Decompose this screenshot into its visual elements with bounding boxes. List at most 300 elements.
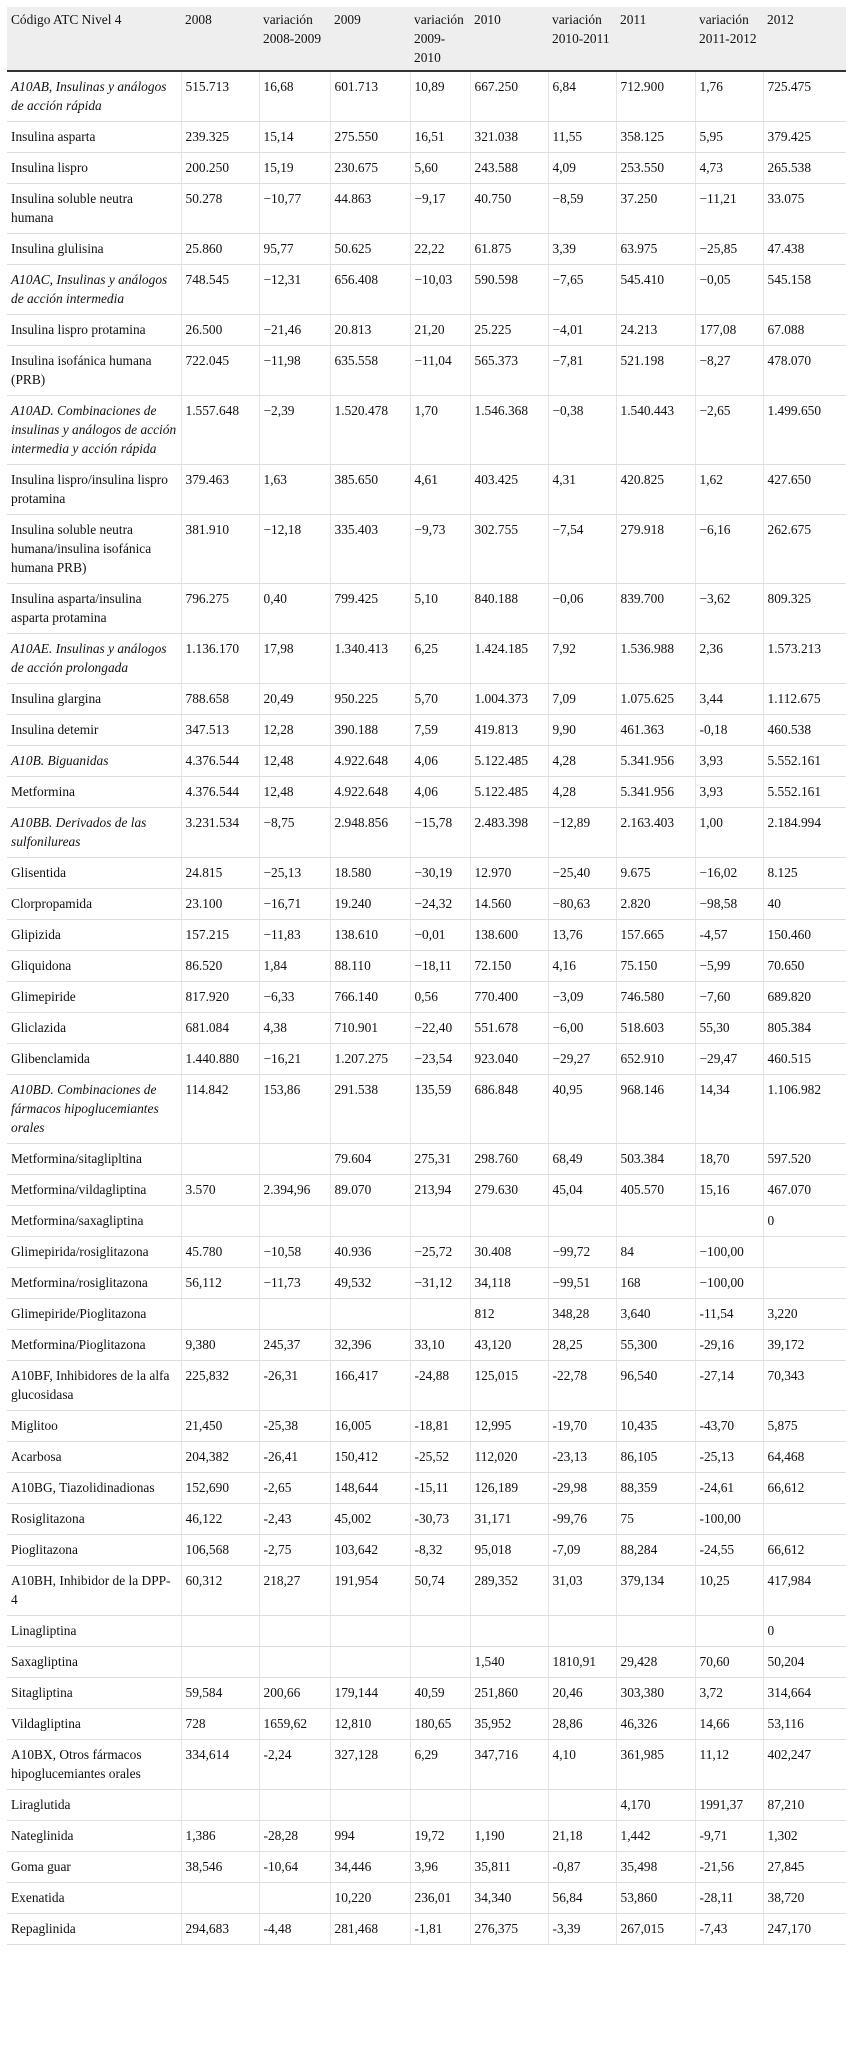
- variation-2010-2011-cell: [548, 1206, 616, 1237]
- variation-2010-2011-cell: 28,86: [548, 1709, 616, 1740]
- value-2008-cell: 4.376.544: [181, 746, 259, 777]
- value-2008-cell: 152,690: [181, 1473, 259, 1504]
- variation-2011-2012-cell: 5,95: [695, 122, 763, 153]
- value-2011-cell: 29,428: [616, 1647, 695, 1678]
- value-2012-cell: 467.070: [763, 1175, 846, 1206]
- atc-code-cell: Insulina lispro: [7, 153, 181, 184]
- variation-2009-2010-cell: 19,72: [410, 1821, 470, 1852]
- variation-2008-2009-cell: -4,48: [259, 1914, 330, 1945]
- value-2011-cell: 75: [616, 1504, 695, 1535]
- value-2008-cell: [181, 1883, 259, 1914]
- atc-code-cell: Insulina asparta/insulina asparta protamina: [7, 584, 181, 634]
- value-2009-cell: 291.538: [330, 1075, 410, 1144]
- value-2009-cell: 89.070: [330, 1175, 410, 1206]
- variation-2010-2011-cell: 68,49: [548, 1144, 616, 1175]
- value-2010-cell: 243.588: [470, 153, 548, 184]
- variation-2009-2010-cell: −0,01: [410, 920, 470, 951]
- variation-2011-2012-cell: -100,00: [695, 1504, 763, 1535]
- header-2012: 2012: [763, 7, 846, 71]
- value-2009-cell: 16,005: [330, 1411, 410, 1442]
- value-2008-cell: 59,584: [181, 1678, 259, 1709]
- variation-2011-2012-cell: 14,34: [695, 1075, 763, 1144]
- value-2011-cell: 96,540: [616, 1361, 695, 1411]
- variation-2009-2010-cell: -30,73: [410, 1504, 470, 1535]
- variation-2008-2009-cell: −10,58: [259, 1237, 330, 1268]
- value-2010-cell: 43,120: [470, 1330, 548, 1361]
- value-2012-cell: 417,984: [763, 1566, 846, 1616]
- value-2011-cell: 55,300: [616, 1330, 695, 1361]
- variation-2010-2011-cell: −8,59: [548, 184, 616, 234]
- header-variation-2011-2012: variación 2011-2012: [695, 7, 763, 71]
- table-row: [7, 1790, 846, 1821]
- variation-2011-2012-cell: 15,16: [695, 1175, 763, 1206]
- header-2010: 2010: [470, 7, 548, 71]
- atc-code-cell: Exenatida: [7, 1883, 181, 1914]
- table-row: [7, 1411, 846, 1442]
- variation-2011-2012-cell: -11,54: [695, 1299, 763, 1330]
- value-2012-cell: 70.650: [763, 951, 846, 982]
- variation-2011-2012-cell: 1,76: [695, 71, 763, 122]
- value-2012-cell: 597.520: [763, 1144, 846, 1175]
- table-row: [7, 1535, 846, 1566]
- value-2009-cell: 88.110: [330, 951, 410, 982]
- value-2008-cell: 1.440.880: [181, 1044, 259, 1075]
- value-2011-cell: 3,640: [616, 1299, 695, 1330]
- variation-2008-2009-cell: -2,65: [259, 1473, 330, 1504]
- variation-2011-2012-cell: −8,27: [695, 346, 763, 396]
- variation-2009-2010-cell: −10,03: [410, 265, 470, 315]
- value-2011-cell: [616, 1206, 695, 1237]
- variation-2011-2012-cell: 2,36: [695, 634, 763, 684]
- variation-2009-2010-cell: −31,12: [410, 1268, 470, 1299]
- variation-2011-2012-cell: -24,61: [695, 1473, 763, 1504]
- value-2010-cell: 35,811: [470, 1852, 548, 1883]
- variation-2010-2011-cell: 348,28: [548, 1299, 616, 1330]
- value-2012-cell: [763, 1268, 846, 1299]
- table-row: [7, 1075, 846, 1144]
- value-2010-cell: 403.425: [470, 465, 548, 515]
- value-2012-cell: 5.552.161: [763, 746, 846, 777]
- value-2009-cell: 327,128: [330, 1740, 410, 1790]
- value-2010-cell: 34,118: [470, 1268, 548, 1299]
- atc-code-cell: Pioglitazona: [7, 1535, 181, 1566]
- value-2009-cell: 4.922.648: [330, 777, 410, 808]
- value-2010-cell: 1,540: [470, 1647, 548, 1678]
- variation-2011-2012-cell: 1,62: [695, 465, 763, 515]
- variation-2011-2012-cell: −25,85: [695, 234, 763, 265]
- value-2012-cell: 478.070: [763, 346, 846, 396]
- variation-2008-2009-cell: −8,75: [259, 808, 330, 858]
- atc-code-cell: Insulina lispro/insulina lispro protamina: [7, 465, 181, 515]
- value-2011-cell: 839.700: [616, 584, 695, 634]
- value-2011-cell: 279.918: [616, 515, 695, 584]
- variation-2009-2010-cell: −9,73: [410, 515, 470, 584]
- header-row: [7, 7, 846, 71]
- data-table-container: [7, 7, 846, 1945]
- value-2009-cell: 710.901: [330, 1013, 410, 1044]
- value-2010-cell: 14.560: [470, 889, 548, 920]
- atc-code-cell: Saxagliptina: [7, 1647, 181, 1678]
- variation-2010-2011-cell: [548, 1790, 616, 1821]
- value-2011-cell: 53,860: [616, 1883, 695, 1914]
- value-2010-cell: 686.848: [470, 1075, 548, 1144]
- value-2009-cell: 138.610: [330, 920, 410, 951]
- variation-2010-2011-cell: 4,16: [548, 951, 616, 982]
- atc-code-cell: Insulina soluble neutra humana: [7, 184, 181, 234]
- variation-2009-2010-cell: −9,17: [410, 184, 470, 234]
- table-row: [7, 1268, 846, 1299]
- variation-2011-2012-cell: 70,60: [695, 1647, 763, 1678]
- variation-2011-2012-cell: 1,00: [695, 808, 763, 858]
- variation-2011-2012-cell: -43,70: [695, 1411, 763, 1442]
- value-2010-cell: 923.040: [470, 1044, 548, 1075]
- variation-2010-2011-cell: -0,87: [548, 1852, 616, 1883]
- atc-code-cell: Insulina detemir: [7, 715, 181, 746]
- value-2012-cell: 38,720: [763, 1883, 846, 1914]
- value-2009-cell: 19.240: [330, 889, 410, 920]
- variation-2011-2012-cell: -0,18: [695, 715, 763, 746]
- value-2011-cell: 37.250: [616, 184, 695, 234]
- table-row: [7, 1299, 846, 1330]
- variation-2009-2010-cell: −22,40: [410, 1013, 470, 1044]
- variation-2011-2012-cell: 11,12: [695, 1740, 763, 1790]
- value-2008-cell: 788.658: [181, 684, 259, 715]
- value-2010-cell: 95,018: [470, 1535, 548, 1566]
- value-2011-cell: 1.075.625: [616, 684, 695, 715]
- variation-2011-2012-cell: 14,66: [695, 1709, 763, 1740]
- value-2010-cell: 770.400: [470, 982, 548, 1013]
- variation-2008-2009-cell: −11,73: [259, 1268, 330, 1299]
- table-row: [7, 122, 846, 153]
- value-2008-cell: 225,832: [181, 1361, 259, 1411]
- value-2011-cell: 5.341.956: [616, 777, 695, 808]
- table-header: [7, 7, 846, 71]
- table-row: [7, 346, 846, 396]
- value-2008-cell: 38,546: [181, 1852, 259, 1883]
- atc-code-cell: Insulina glargina: [7, 684, 181, 715]
- variation-2010-2011-cell: −4,01: [548, 315, 616, 346]
- variation-2010-2011-cell: 9,90: [548, 715, 616, 746]
- value-2009-cell: 766.140: [330, 982, 410, 1013]
- variation-2009-2010-cell: 6,29: [410, 1740, 470, 1790]
- variation-2009-2010-cell: −11,04: [410, 346, 470, 396]
- value-2011-cell: 518.603: [616, 1013, 695, 1044]
- variation-2009-2010-cell: 213,94: [410, 1175, 470, 1206]
- table-row: [7, 1883, 846, 1914]
- value-2012-cell: 67.088: [763, 315, 846, 346]
- value-2009-cell: 601.713: [330, 71, 410, 122]
- value-2009-cell: 20.813: [330, 315, 410, 346]
- atc-code-cell: Glisentida: [7, 858, 181, 889]
- value-2008-cell: 4.376.544: [181, 777, 259, 808]
- value-2012-cell: 39,172: [763, 1330, 846, 1361]
- value-2010-cell: 112,020: [470, 1442, 548, 1473]
- value-2008-cell: 50.278: [181, 184, 259, 234]
- value-2009-cell: 1.520.478: [330, 396, 410, 465]
- header-variation-2008-2009: variación 2008-2009: [259, 7, 330, 71]
- value-2010-cell: 126,189: [470, 1473, 548, 1504]
- atc-code-cell: Metformina/Pioglitazona: [7, 1330, 181, 1361]
- value-2008-cell: 347.513: [181, 715, 259, 746]
- value-2011-cell: 267,015: [616, 1914, 695, 1945]
- value-2012-cell: 64,468: [763, 1442, 846, 1473]
- value-2009-cell: 385.650: [330, 465, 410, 515]
- variation-2010-2011-cell: -19,70: [548, 1411, 616, 1442]
- value-2009-cell: [330, 1616, 410, 1647]
- variation-2009-2010-cell: 135,59: [410, 1075, 470, 1144]
- variation-2008-2009-cell: -26,31: [259, 1361, 330, 1411]
- value-2009-cell: 34,446: [330, 1852, 410, 1883]
- variation-2011-2012-cell: −100,00: [695, 1237, 763, 1268]
- variation-2010-2011-cell: -3,39: [548, 1914, 616, 1945]
- atc-code-cell: Metformina/saxagliptina: [7, 1206, 181, 1237]
- variation-2009-2010-cell: 5,10: [410, 584, 470, 634]
- variation-2008-2009-cell: [259, 1144, 330, 1175]
- variation-2008-2009-cell: [259, 1299, 330, 1330]
- value-2010-cell: 25.225: [470, 315, 548, 346]
- atc-code-cell: A10AD. Combinaciones de insulinas y análogos de acción intermedia y acción rápida: [7, 396, 181, 465]
- table-row: [7, 71, 846, 122]
- table-row: [7, 1504, 846, 1535]
- value-2011-cell: 9.675: [616, 858, 695, 889]
- table-row: [7, 746, 846, 777]
- variation-2011-2012-cell: −2,65: [695, 396, 763, 465]
- value-2010-cell: 565.373: [470, 346, 548, 396]
- variation-2008-2009-cell: 15,14: [259, 122, 330, 153]
- variation-2011-2012-cell: −6,16: [695, 515, 763, 584]
- variation-2009-2010-cell: 16,51: [410, 122, 470, 153]
- variation-2010-2011-cell: 11,55: [548, 122, 616, 153]
- value-2012-cell: 40: [763, 889, 846, 920]
- variation-2011-2012-cell: 3,93: [695, 777, 763, 808]
- value-2009-cell: [330, 1299, 410, 1330]
- value-2009-cell: 994: [330, 1821, 410, 1852]
- atc-code-cell: A10BD. Combinaciones de fármacos hipoglucemiantes orales: [7, 1075, 181, 1144]
- value-2012-cell: 1.499.650: [763, 396, 846, 465]
- value-2010-cell: 590.598: [470, 265, 548, 315]
- variation-2010-2011-cell: 4,28: [548, 746, 616, 777]
- value-2008-cell: 157.215: [181, 920, 259, 951]
- table-row: [7, 1361, 846, 1411]
- table-row: [7, 1144, 846, 1175]
- variation-2008-2009-cell: −10,77: [259, 184, 330, 234]
- atc-code-cell: A10AE. Insulinas y análogos de acción prolongada: [7, 634, 181, 684]
- value-2008-cell: 294,683: [181, 1914, 259, 1945]
- value-2012-cell: 689.820: [763, 982, 846, 1013]
- value-2011-cell: 461.363: [616, 715, 695, 746]
- atc-code-cell: Insulina soluble neutra humana/insulina isofánica humana PRB): [7, 515, 181, 584]
- variation-2011-2012-cell: -28,11: [695, 1883, 763, 1914]
- variation-2010-2011-cell: 20,46: [548, 1678, 616, 1709]
- value-2009-cell: 2.948.856: [330, 808, 410, 858]
- variation-2009-2010-cell: 1,70: [410, 396, 470, 465]
- value-2009-cell: 79.604: [330, 1144, 410, 1175]
- value-2008-cell: 3.231.534: [181, 808, 259, 858]
- value-2011-cell: 2.163.403: [616, 808, 695, 858]
- variation-2008-2009-cell: 0,40: [259, 584, 330, 634]
- value-2010-cell: 667.250: [470, 71, 548, 122]
- value-2009-cell: 656.408: [330, 265, 410, 315]
- value-2011-cell: 157.665: [616, 920, 695, 951]
- value-2008-cell: 796.275: [181, 584, 259, 634]
- variation-2008-2009-cell: 1,63: [259, 465, 330, 515]
- variation-2008-2009-cell: −11,83: [259, 920, 330, 951]
- variation-2008-2009-cell: 4,38: [259, 1013, 330, 1044]
- value-2011-cell: 712.900: [616, 71, 695, 122]
- value-2009-cell: 49,532: [330, 1268, 410, 1299]
- value-2011-cell: 168: [616, 1268, 695, 1299]
- variation-2009-2010-cell: 5,70: [410, 684, 470, 715]
- value-2012-cell: 70,343: [763, 1361, 846, 1411]
- value-2011-cell: 63.975: [616, 234, 695, 265]
- table-row: [7, 1206, 846, 1237]
- table-row: [7, 153, 846, 184]
- variation-2008-2009-cell: [259, 1883, 330, 1914]
- variation-2010-2011-cell: −3,09: [548, 982, 616, 1013]
- variation-2008-2009-cell: 15,19: [259, 153, 330, 184]
- variation-2010-2011-cell: 21,18: [548, 1821, 616, 1852]
- value-2010-cell: [470, 1206, 548, 1237]
- variation-2011-2012-cell: −11,21: [695, 184, 763, 234]
- header-variation-2010-2011: variación 2010-2011: [548, 7, 616, 71]
- value-2011-cell: 5.341.956: [616, 746, 695, 777]
- value-2009-cell: 799.425: [330, 584, 410, 634]
- value-2010-cell: 61.875: [470, 234, 548, 265]
- value-2008-cell: 515.713: [181, 71, 259, 122]
- value-2012-cell: 8.125: [763, 858, 846, 889]
- variation-2010-2011-cell: −80,63: [548, 889, 616, 920]
- variation-2008-2009-cell: −6,33: [259, 982, 330, 1013]
- value-2010-cell: 34,340: [470, 1883, 548, 1914]
- variation-2009-2010-cell: -18,81: [410, 1411, 470, 1442]
- variation-2008-2009-cell: 245,37: [259, 1330, 330, 1361]
- atc-code-cell: Insulina asparta: [7, 122, 181, 153]
- variation-2010-2011-cell: −7,54: [548, 515, 616, 584]
- value-2008-cell: 106,568: [181, 1535, 259, 1566]
- value-2009-cell: 281,468: [330, 1914, 410, 1945]
- variation-2010-2011-cell: −0,38: [548, 396, 616, 465]
- value-2010-cell: 35,952: [470, 1709, 548, 1740]
- value-2008-cell: 86.520: [181, 951, 259, 982]
- value-2011-cell: 35,498: [616, 1852, 695, 1883]
- variation-2009-2010-cell: 180,65: [410, 1709, 470, 1740]
- variation-2008-2009-cell: -26,41: [259, 1442, 330, 1473]
- variation-2010-2011-cell: 4,28: [548, 777, 616, 808]
- value-2011-cell: 88,359: [616, 1473, 695, 1504]
- variation-2009-2010-cell: −23,54: [410, 1044, 470, 1075]
- value-2009-cell: [330, 1206, 410, 1237]
- variation-2008-2009-cell: -25,38: [259, 1411, 330, 1442]
- value-2010-cell: 298.760: [470, 1144, 548, 1175]
- variation-2008-2009-cell: 153,86: [259, 1075, 330, 1144]
- value-2010-cell: 419.813: [470, 715, 548, 746]
- variation-2010-2011-cell: 13,76: [548, 920, 616, 951]
- table-row: [7, 715, 846, 746]
- value-2009-cell: 275.550: [330, 122, 410, 153]
- value-2008-cell: 817.920: [181, 982, 259, 1013]
- value-2012-cell: 3,220: [763, 1299, 846, 1330]
- table-row: [7, 515, 846, 584]
- value-2010-cell: 551.678: [470, 1013, 548, 1044]
- variation-2008-2009-cell: [259, 1206, 330, 1237]
- value-2011-cell: 521.198: [616, 346, 695, 396]
- value-2008-cell: [181, 1206, 259, 1237]
- value-2009-cell: 230.675: [330, 153, 410, 184]
- value-2010-cell: 251,860: [470, 1678, 548, 1709]
- value-2012-cell: [763, 1237, 846, 1268]
- value-2009-cell: 103,642: [330, 1535, 410, 1566]
- value-2011-cell: 84: [616, 1237, 695, 1268]
- value-2010-cell: 279.630: [470, 1175, 548, 1206]
- atc-code-cell: Goma guar: [7, 1852, 181, 1883]
- value-2011-cell: 86,105: [616, 1442, 695, 1473]
- value-2009-cell: 10,220: [330, 1883, 410, 1914]
- table-row: [7, 808, 846, 858]
- value-2011-cell: 10,435: [616, 1411, 695, 1442]
- value-2009-cell: 179,144: [330, 1678, 410, 1709]
- variation-2010-2011-cell: 45,04: [548, 1175, 616, 1206]
- value-2010-cell: 1,190: [470, 1821, 548, 1852]
- variation-2010-2011-cell: −6,00: [548, 1013, 616, 1044]
- value-2011-cell: 361,985: [616, 1740, 695, 1790]
- value-2010-cell: 5.122.485: [470, 746, 548, 777]
- value-2012-cell: [763, 1504, 846, 1535]
- variation-2008-2009-cell: −25,13: [259, 858, 330, 889]
- value-2010-cell: 347,716: [470, 1740, 548, 1790]
- value-2012-cell: 66,612: [763, 1473, 846, 1504]
- value-2009-cell: 166,417: [330, 1361, 410, 1411]
- value-2008-cell: 681.084: [181, 1013, 259, 1044]
- value-2011-cell: 503.384: [616, 1144, 695, 1175]
- table-row: [7, 1044, 846, 1075]
- value-2008-cell: 26.500: [181, 315, 259, 346]
- variation-2009-2010-cell: 236,01: [410, 1883, 470, 1914]
- value-2010-cell: 31,171: [470, 1504, 548, 1535]
- value-2012-cell: 87,210: [763, 1790, 846, 1821]
- table-row: [7, 1237, 846, 1268]
- variation-2011-2012-cell: −98,58: [695, 889, 763, 920]
- value-2008-cell: 56,112: [181, 1268, 259, 1299]
- atc-code-cell: Glipizida: [7, 920, 181, 951]
- variation-2011-2012-cell: -24,55: [695, 1535, 763, 1566]
- atc-code-cell: A10BB. Derivados de las sulfonilureas: [7, 808, 181, 858]
- variation-2008-2009-cell: −16,21: [259, 1044, 330, 1075]
- header-2011: 2011: [616, 7, 695, 71]
- variation-2008-2009-cell: 17,98: [259, 634, 330, 684]
- variation-2008-2009-cell: 12,28: [259, 715, 330, 746]
- variation-2009-2010-cell: 3,96: [410, 1852, 470, 1883]
- variation-2011-2012-cell: [695, 1206, 763, 1237]
- variation-2009-2010-cell: 6,25: [410, 634, 470, 684]
- value-2012-cell: 0: [763, 1206, 846, 1237]
- atc-code-cell: Sitagliptina: [7, 1678, 181, 1709]
- variation-2010-2011-cell: -29,98: [548, 1473, 616, 1504]
- table-row: [7, 584, 846, 634]
- table-body: [7, 71, 846, 1945]
- atc-code-cell: A10AC, Insulinas y análogos de acción intermedia: [7, 265, 181, 315]
- value-2008-cell: 3.570: [181, 1175, 259, 1206]
- atc-code-cell: Repaglinida: [7, 1914, 181, 1945]
- table-row: [7, 396, 846, 465]
- table-row: [7, 777, 846, 808]
- value-2011-cell: 746.580: [616, 982, 695, 1013]
- value-2012-cell: 27,845: [763, 1852, 846, 1883]
- variation-2011-2012-cell: −3,62: [695, 584, 763, 634]
- value-2008-cell: 114.842: [181, 1075, 259, 1144]
- value-2009-cell: 1.340.413: [330, 634, 410, 684]
- variation-2010-2011-cell: -22,78: [548, 1361, 616, 1411]
- value-2012-cell: 2.184.994: [763, 808, 846, 858]
